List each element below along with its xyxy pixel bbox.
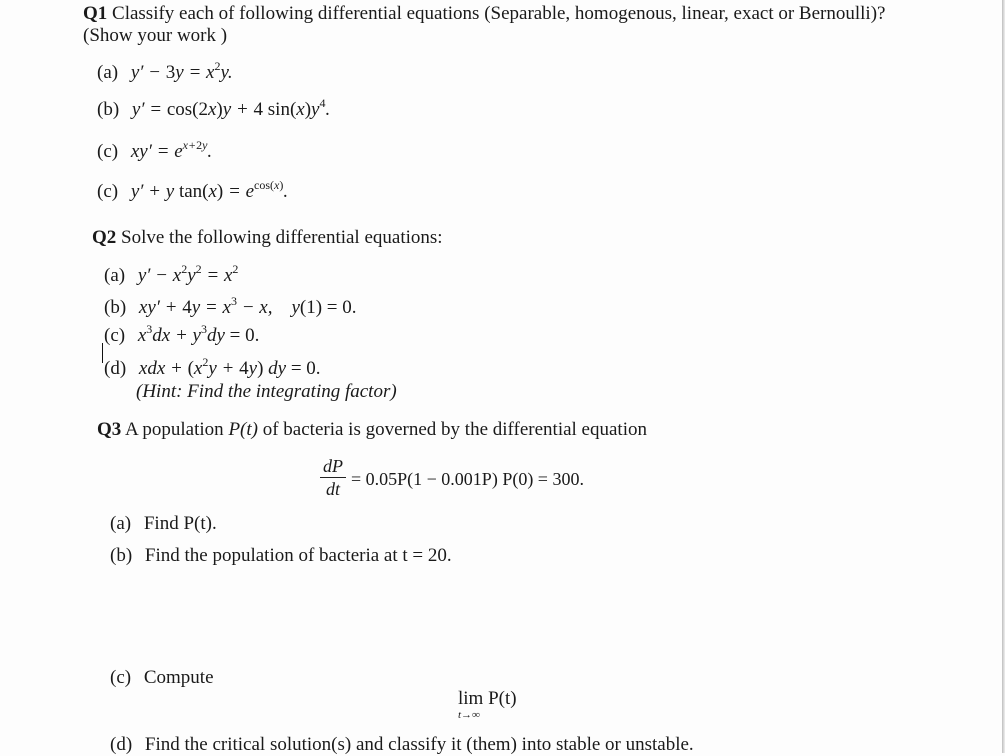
- item-label: (d): [110, 734, 133, 755]
- q1-prompt: Classify each of following differential equations (Separable, homogenous, linear, exact or Bernoulli)?: [112, 3, 886, 24]
- item-label: (a): [104, 265, 126, 286]
- q1-item-d: [97, 178, 289, 203]
- limit-subscript: t→∞: [458, 709, 480, 721]
- equation: y′ = cos(2x)y + 4 $\sin(x)y^4$.: [131, 96, 331, 120]
- q3-prompt-pre: A population: [124, 419, 229, 440]
- item-label: (c): [104, 325, 126, 346]
- q3-number: Q3: [97, 419, 122, 440]
- q3-prompt-post: of bacteria is governed by the differential equation: [257, 419, 647, 440]
- q1-item-b: [97, 96, 331, 121]
- q2-item-c: [104, 322, 260, 347]
- fraction-bar: [320, 477, 346, 478]
- q1-item-a: [97, 59, 233, 84]
- item-label: (d): [104, 358, 127, 379]
- q3-prompt-var: P(t): [228, 419, 258, 440]
- q3-equation-rhs: = 0.05P(1 − 0.001P) P(0) = 300.: [351, 469, 584, 489]
- q3-item-b: [110, 545, 452, 567]
- item-label: (a): [97, 62, 119, 83]
- item-label: (b): [110, 545, 133, 566]
- q3-limit-expression: [458, 689, 517, 721]
- item-label: (c): [97, 141, 119, 162]
- fraction-denominator: dt: [325, 479, 340, 499]
- q2-number: Q2: [92, 227, 117, 248]
- equation: xdx + $(x^2y + 4y)$ dy = 0.: [138, 355, 321, 379]
- q2-item-d: [104, 355, 321, 380]
- item-text: Compute: [143, 667, 214, 688]
- item-text: Find the population of bacteria at t = 20.: [144, 545, 452, 566]
- fraction-numerator: dP: [323, 456, 343, 476]
- item-label: (b): [97, 99, 120, 120]
- item-label: (b): [104, 297, 127, 318]
- q3-item-a: [110, 513, 217, 535]
- item-text: Find the critical solution(s) and classify it (them) into stable or unstable.: [144, 734, 694, 755]
- item-label: (a): [110, 513, 132, 534]
- equation: $xy' + 4y = x^3 - x$, y(1) = 0.: [138, 294, 357, 318]
- q2-item-b: [104, 294, 357, 319]
- q2-heading: [92, 227, 443, 249]
- equation: $y' - 3y = x^2y$.: [130, 59, 233, 83]
- item-label: (c): [110, 667, 132, 688]
- q3-heading: [97, 419, 647, 441]
- text-cursor: [102, 343, 103, 363]
- q1-heading: [83, 3, 885, 25]
- q1-number: Q1: [83, 3, 108, 24]
- equation: $y' - x^2y^2 = x^2$: [137, 262, 239, 286]
- q2-prompt: Solve the following differential equations:: [121, 227, 443, 248]
- limit-expr: lim P(t): [458, 688, 517, 709]
- q3-derivative-fraction: [320, 456, 346, 499]
- equation: $x^3dx + y^3dy = 0$.: [137, 322, 260, 346]
- item-label: (c): [97, 181, 119, 202]
- equation: y′ + y $\tan(x) = e^{cos(x)}$.: [130, 178, 289, 202]
- q2-hint: (Hint: Find the integrating factor): [136, 381, 397, 402]
- item-text: Find P(t).: [143, 513, 217, 534]
- q2-item-a: [104, 262, 239, 287]
- q3-item-c: [110, 667, 214, 689]
- q1-note: (Show your work ): [83, 25, 228, 46]
- equation: $xy' = e^{x+2y}$.: [130, 138, 213, 162]
- q1-item-c: [97, 138, 213, 163]
